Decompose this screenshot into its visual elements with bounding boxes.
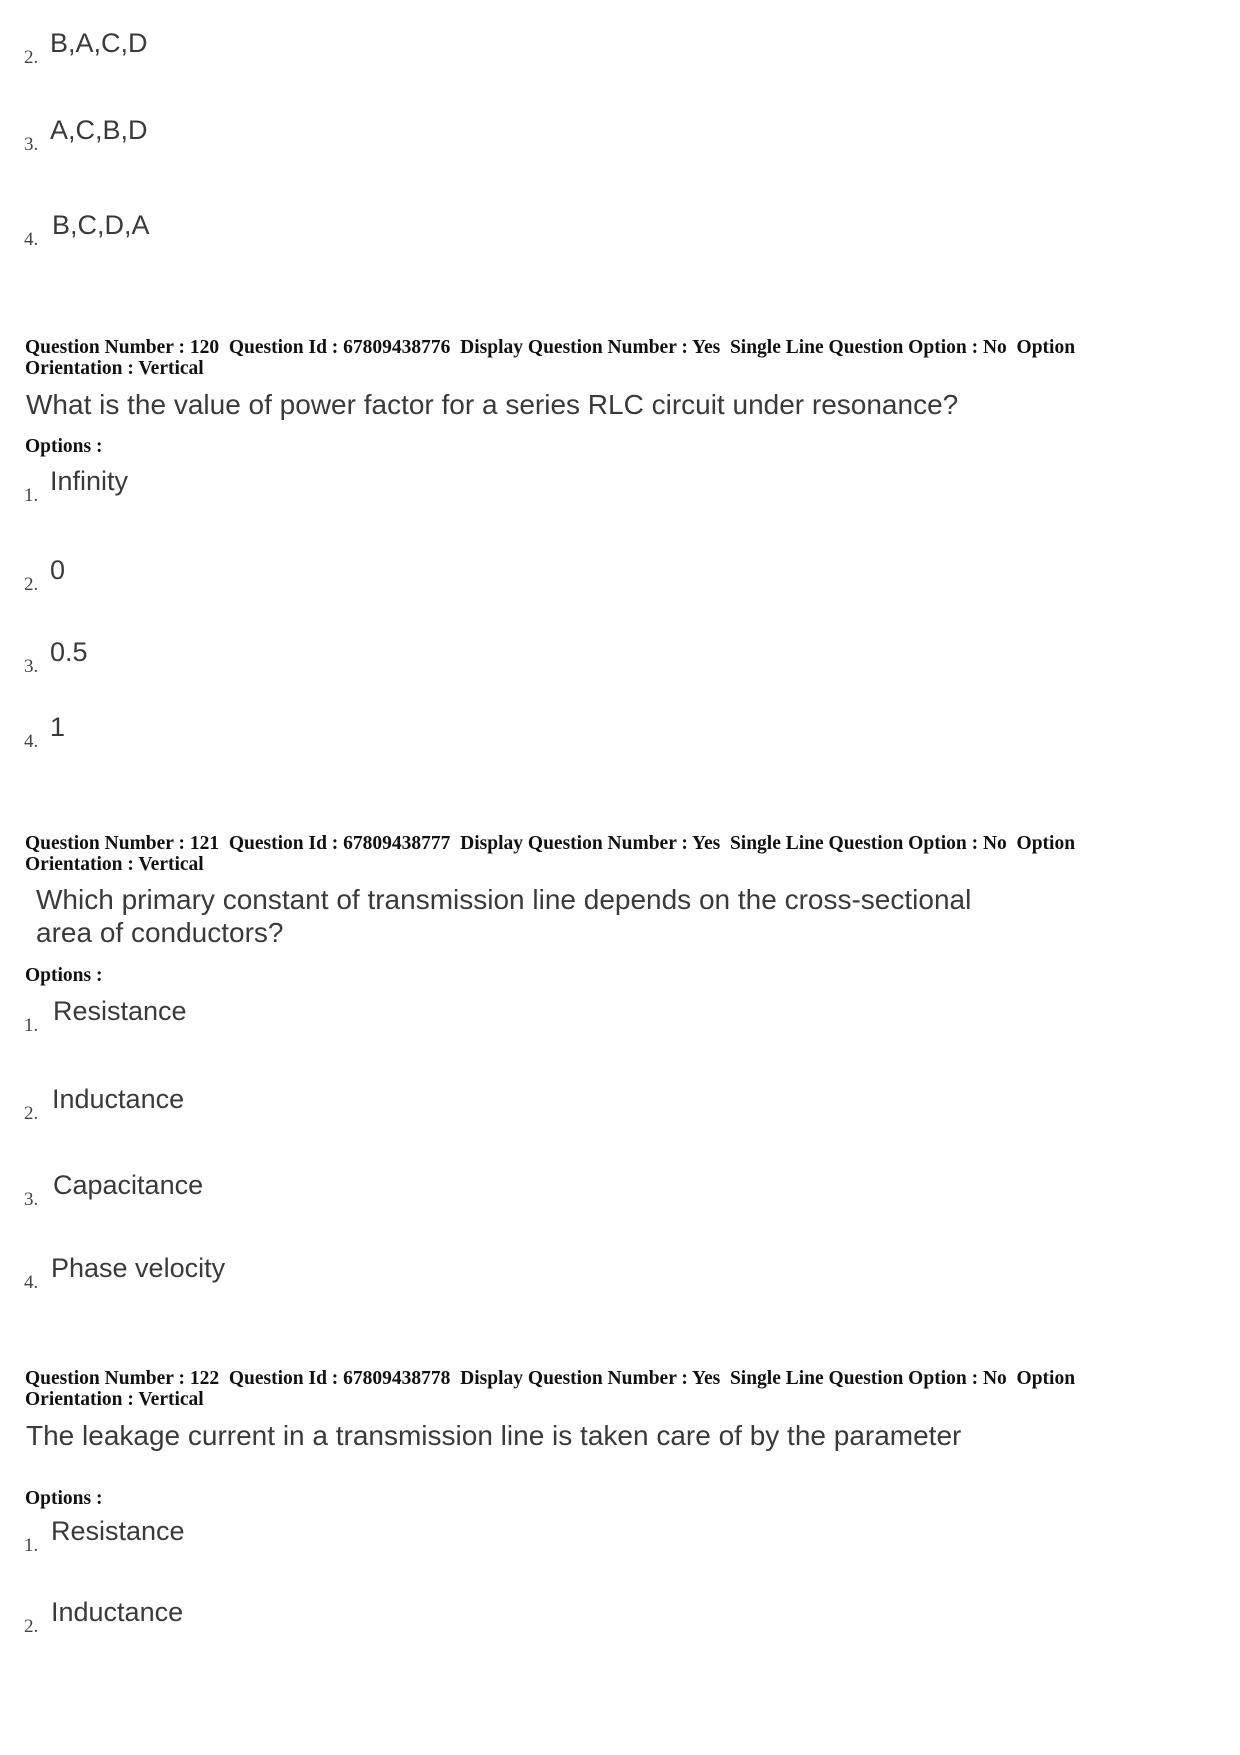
- option-item: [24, 996, 724, 1036]
- option-item: [24, 28, 724, 68]
- option-number: 1.: [24, 1015, 39, 1036]
- option-item: [24, 712, 724, 752]
- option-number: 1.: [24, 485, 39, 506]
- option-item: [24, 1516, 724, 1556]
- option-text: 0: [50, 555, 66, 585]
- option-number: 3.: [24, 656, 39, 677]
- option-item: [24, 555, 724, 595]
- option-item: [24, 210, 724, 250]
- option-number: 4.: [24, 731, 39, 752]
- option-number: 2.: [24, 1616, 39, 1637]
- option-item: [24, 1084, 724, 1124]
- question-text: [26, 1419, 1176, 1452]
- option-item: [24, 115, 724, 155]
- question-text-line: Which primary constant of transmission line depends on the cross-sectional: [36, 884, 972, 915]
- question-meta: Question Number : 121 Question Id : 67809438777 Display Question Number : Yes Single Line Question Option : No Option Orientation : Vertical: [25, 833, 1076, 875]
- option-number: 1.: [24, 1535, 39, 1556]
- option-text: Inductance: [51, 1597, 184, 1627]
- question-text-line: area of conductors?: [36, 917, 284, 948]
- option-number: 2.: [24, 574, 39, 595]
- question-text: [26, 388, 1176, 421]
- option-number: 4.: [24, 229, 39, 250]
- question-meta: Question Number : 120 Question Id : 67809438776 Display Question Number : Yes Single Line Question Option : No Option Orientation : Vertical: [25, 337, 1076, 379]
- option-text: 0.5: [50, 637, 88, 667]
- option-text: A,C,B,D: [50, 115, 148, 145]
- options-label: Options :: [25, 1488, 103, 1509]
- question-meta: Question Number : 122 Question Id : 67809438778 Display Question Number : Yes Single Line Question Option : No Option Orientation : Vertical: [25, 1368, 1076, 1410]
- question-text-line: What is the value of power factor for a series RLC circuit under resonance?: [26, 389, 959, 420]
- options-label: Options :: [25, 436, 103, 457]
- option-number: 2.: [24, 47, 39, 68]
- option-text: 1: [50, 712, 66, 742]
- option-number: 3.: [24, 134, 39, 155]
- option-text: Inductance: [52, 1084, 185, 1114]
- option-text: Phase velocity: [51, 1253, 226, 1283]
- question-text: [36, 883, 1186, 949]
- option-number: 2.: [24, 1103, 39, 1124]
- option-text: Capacitance: [53, 1170, 204, 1200]
- option-item: [24, 1253, 724, 1293]
- option-text: Resistance: [51, 1516, 185, 1546]
- options-label: Options :: [25, 965, 103, 986]
- option-number: 4.: [24, 1272, 39, 1293]
- question-text-line: The leakage current in a transmission line is taken care of by the parameter: [26, 1420, 962, 1451]
- option-text: Resistance: [53, 996, 187, 1026]
- option-text: Infinity: [50, 466, 129, 496]
- option-text: B,A,C,D: [50, 28, 148, 58]
- option-item: [24, 466, 724, 506]
- option-item: [24, 637, 724, 677]
- option-item: [24, 1170, 724, 1210]
- option-text: B,C,D,A: [52, 210, 150, 240]
- option-number: 3.: [24, 1189, 39, 1210]
- option-item: [24, 1597, 724, 1637]
